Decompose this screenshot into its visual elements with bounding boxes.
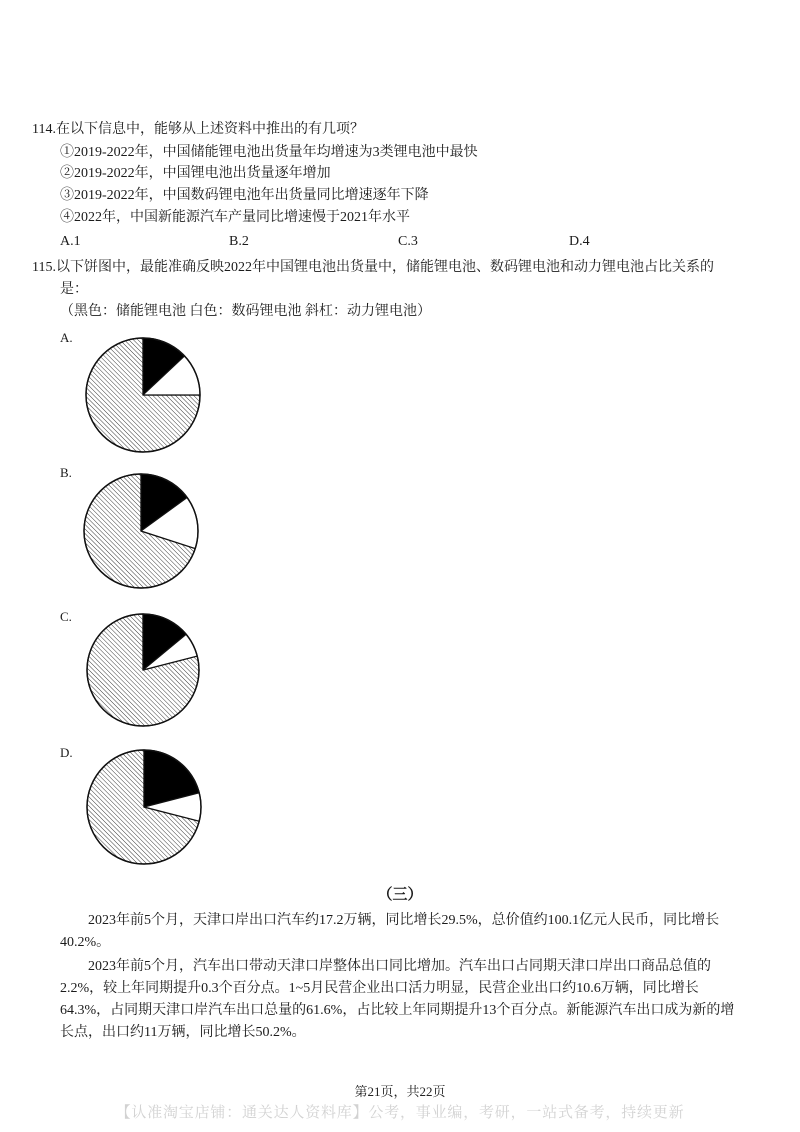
paragraph-2-line-1: 2023年前5个月，汽车出口带动天津口岸整体出口同比增加。汽车出口占同期天津口岸出口商品总值的 — [88, 959, 711, 974]
statement-4: ④2022年，中国新能源汽车产量同比增速慢于2021年水平 — [60, 210, 410, 225]
option-a: A.1 — [60, 234, 81, 249]
question-114-stem: 114.在以下信息中，能够从上述资料中推出的有几项？ — [32, 122, 364, 137]
paragraph-1-line-1: 2023年前5个月，天津口岸出口汽车约17.2万辆，同比增长29.5%，总价值约100.1亿元人民币，同比增长 — [88, 913, 720, 928]
pie-option-a-label: A. — [60, 330, 73, 345]
statement-1: ①2019-2022年，中国储能锂电池出货量年均增速为3类锂电池中最快 — [60, 145, 478, 160]
page-number: 第21页，共22页 — [354, 1084, 446, 1099]
question-115-stem-line2: 是： — [60, 282, 88, 297]
question-115-stem-line1: 115.以下饼图中，最能准确反映2022年中国锂电池出货量中，储能锂电池、数码锂电池和动力锂电池占比关系的 — [32, 260, 714, 275]
pie-legend-note: （黑色：储能锂电池 白色：数码锂电池 斜杠：动力锂电池） — [60, 304, 431, 319]
paragraph-2-line-4: 长点，出口约11万辆，同比增长50.2%。 — [60, 1025, 306, 1040]
paragraph-1-line-2: 40.2%。 — [60, 935, 111, 950]
option-d: D.4 — [569, 234, 590, 249]
paragraph-2-line-3: 64.3%，占同期天津口岸汽车出口总量的61.6%，占比较上年同期提升13个百分点。新能源汽车出口成为新的增 — [60, 1003, 735, 1018]
pie-option-c-label: C. — [60, 609, 72, 624]
pie-option-b-label: B. — [60, 465, 72, 480]
option-c: C.3 — [398, 234, 418, 249]
option-b: B.2 — [229, 234, 249, 249]
pie-chart-b — [81, 471, 201, 591]
promo-watermark: 【认准淘宝店铺：通关达人资料库】公考，事业编，考研，一站式备考，持续更新 — [115, 1105, 685, 1121]
statement-3: ③2019-2022年，中国数码锂电池年出货量同比增速逐年下降 — [60, 188, 429, 203]
statement-2: ②2019-2022年，中国锂电池出货量逐年增加 — [60, 166, 331, 181]
pie-chart-c — [83, 610, 203, 730]
pie-chart-d — [84, 747, 204, 867]
paragraph-2-line-2: 2.2%，较上年同期提升0.3个百分点。1~5月民营企业出口活力明显，民营企业出口约10.6万辆，同比增长 — [60, 981, 699, 996]
pie-chart-a — [83, 335, 203, 455]
pie-option-d-label: D. — [60, 745, 73, 760]
section-heading: （三） — [377, 887, 423, 903]
